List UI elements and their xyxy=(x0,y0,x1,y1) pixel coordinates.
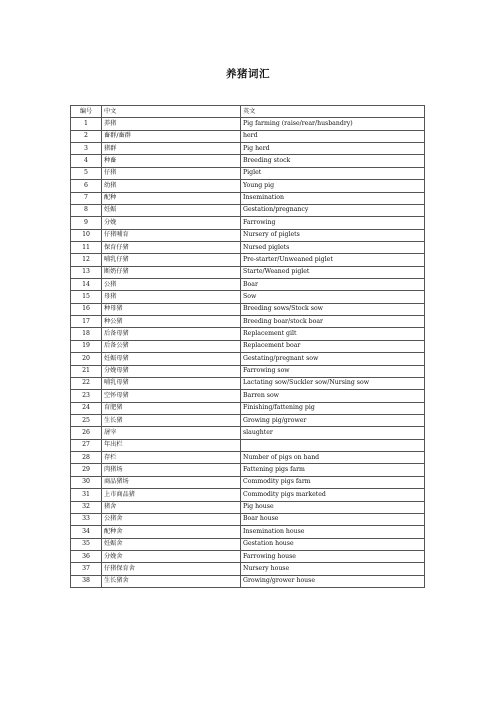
row-number: 32 xyxy=(71,501,102,513)
row-chinese-term: 猪群 xyxy=(102,143,241,155)
row-number: 17 xyxy=(71,316,102,328)
row-english-term: slaughter xyxy=(241,427,425,439)
row-number: 2 xyxy=(71,130,102,142)
row-number: 23 xyxy=(71,390,102,402)
row-english-term: Nursed piglets xyxy=(241,241,425,253)
table-row xyxy=(71,303,425,315)
row-chinese-term: 分娩 xyxy=(102,217,241,229)
row-number: 18 xyxy=(71,328,102,340)
row-english-term: Gestation/pregnancy xyxy=(241,204,425,216)
row-number: 36 xyxy=(71,550,102,562)
row-number: 25 xyxy=(71,414,102,426)
row-english-term: Lactating sow/Suckler sow/Nursing sow xyxy=(241,377,425,389)
row-number: 3 xyxy=(71,143,102,155)
table-row xyxy=(71,353,425,365)
row-english-term: Farrowing sow xyxy=(241,365,425,377)
row-chinese-term: 空怀母猪 xyxy=(102,390,241,402)
table-row xyxy=(71,427,425,439)
row-number: 6 xyxy=(71,180,102,192)
row-english-term: Piglet xyxy=(241,167,425,179)
row-number: 20 xyxy=(71,353,102,365)
row-chinese-term: 育肥猪 xyxy=(102,402,241,414)
row-chinese-term: 配种 xyxy=(102,192,241,204)
row-english-term: Commodity pigs farm xyxy=(241,476,425,488)
table-row xyxy=(71,439,425,451)
row-english-term: Insemination house xyxy=(241,526,425,538)
row-chinese-term: 仔猪保育舍 xyxy=(102,563,241,575)
row-english-term: Barren sow xyxy=(241,390,425,402)
row-english-term: Finishing/fattening pig xyxy=(241,402,425,414)
row-chinese-term: 幼猪 xyxy=(102,180,241,192)
row-number: 24 xyxy=(71,402,102,414)
table-row xyxy=(71,476,425,488)
row-english-term: Farrowing house xyxy=(241,550,425,562)
row-number: 29 xyxy=(71,464,102,476)
row-chinese-term: 哺乳母猪 xyxy=(102,377,241,389)
row-english-term: Insemination xyxy=(241,192,425,204)
table-row xyxy=(71,563,425,575)
header-english: 英文 xyxy=(241,106,425,118)
row-number: 16 xyxy=(71,303,102,315)
row-chinese-term: 肉猪场 xyxy=(102,464,241,476)
vocabulary-table-body xyxy=(71,106,425,588)
row-english-term: Farrowing xyxy=(241,217,425,229)
table-row xyxy=(71,180,425,192)
table-row xyxy=(71,464,425,476)
row-chinese-term: 存栏 xyxy=(102,452,241,464)
row-number: 1 xyxy=(71,118,102,130)
row-english-term: Breeding stock xyxy=(241,155,425,167)
row-english-term: Breeding sows/Stock sow xyxy=(241,303,425,315)
table-row xyxy=(71,143,425,155)
row-number: 5 xyxy=(71,167,102,179)
row-number: 4 xyxy=(71,155,102,167)
row-english-term: Pre-starter/Unweaned piglet xyxy=(241,254,425,266)
row-number: 22 xyxy=(71,377,102,389)
row-number: 30 xyxy=(71,476,102,488)
row-english-term: Nursery of piglets xyxy=(241,229,425,241)
table-row xyxy=(71,328,425,340)
row-english-term: Commodity pigs marketed xyxy=(241,489,425,501)
row-chinese-term: 屠宰 xyxy=(102,427,241,439)
row-number: 12 xyxy=(71,254,102,266)
row-english-term: Young pig xyxy=(241,180,425,192)
row-english-term: Fattening pigs farm xyxy=(241,464,425,476)
row-chinese-term: 后备母猪 xyxy=(102,328,241,340)
row-english-term: Sow xyxy=(241,291,425,303)
header-number: 编号 xyxy=(71,106,102,118)
row-chinese-term: 分娩母猪 xyxy=(102,365,241,377)
table-row xyxy=(71,452,425,464)
row-chinese-term: 仔猪哺育 xyxy=(102,229,241,241)
row-chinese-term: 断奶仔猪 xyxy=(102,266,241,278)
row-number: 7 xyxy=(71,192,102,204)
row-chinese-term: 母猪 xyxy=(102,291,241,303)
row-chinese-term: 猪舍 xyxy=(102,501,241,513)
row-number: 11 xyxy=(71,241,102,253)
table-row xyxy=(71,365,425,377)
table-row xyxy=(71,130,425,142)
table-row xyxy=(71,340,425,352)
table-row xyxy=(71,167,425,179)
table-row xyxy=(71,118,425,130)
table-row xyxy=(71,489,425,501)
table-row xyxy=(71,377,425,389)
row-chinese-term: 仔猪 xyxy=(102,167,241,179)
row-chinese-term: 种畜 xyxy=(102,155,241,167)
row-english-term: Gestating/pregnant sow xyxy=(241,353,425,365)
row-chinese-term: 公猪 xyxy=(102,279,241,291)
row-number: 14 xyxy=(71,279,102,291)
vocabulary-table xyxy=(70,105,425,588)
row-number: 35 xyxy=(71,538,102,550)
row-chinese-term: 畜群/畜群 xyxy=(102,130,241,142)
row-english-term: Boar xyxy=(241,279,425,291)
row-number: 26 xyxy=(71,427,102,439)
row-english-term: Replacement boar xyxy=(241,340,425,352)
table-row xyxy=(71,204,425,216)
row-english-term: Starte/Weaned piglet xyxy=(241,266,425,278)
row-number: 38 xyxy=(71,575,102,587)
row-chinese-term: 生长猪 xyxy=(102,414,241,426)
table-row xyxy=(71,538,425,550)
table-row xyxy=(71,192,425,204)
row-chinese-term: 分娩舍 xyxy=(102,550,241,562)
table-row xyxy=(71,279,425,291)
row-english-term: Boar house xyxy=(241,513,425,525)
row-number: 34 xyxy=(71,526,102,538)
row-english-term: Pig farming (raise/rear/husbandry) xyxy=(241,118,425,130)
row-chinese-term: 保育仔猪 xyxy=(102,241,241,253)
table-row xyxy=(71,501,425,513)
row-english-term: Pig house xyxy=(241,501,425,513)
row-number: 9 xyxy=(71,217,102,229)
table-row xyxy=(71,390,425,402)
row-english-term: Breeding boar/stock boar xyxy=(241,316,425,328)
row-number: 28 xyxy=(71,452,102,464)
row-chinese-term: 妊娠 xyxy=(102,204,241,216)
row-chinese-term: 后备公猪 xyxy=(102,340,241,352)
row-chinese-term: 配种舍 xyxy=(102,526,241,538)
row-english-term: Growing pig/grower xyxy=(241,414,425,426)
table-row xyxy=(71,575,425,587)
row-number: 13 xyxy=(71,266,102,278)
table-row xyxy=(71,241,425,253)
row-chinese-term: 妊娠舍 xyxy=(102,538,241,550)
row-english-term: Pig herd xyxy=(241,143,425,155)
row-chinese-term: 养猪 xyxy=(102,118,241,130)
table-row xyxy=(71,217,425,229)
row-english-term: Gestation house xyxy=(241,538,425,550)
row-number: 27 xyxy=(71,439,102,451)
row-number: 15 xyxy=(71,291,102,303)
row-chinese-term: 种母猪 xyxy=(102,303,241,315)
table-row xyxy=(71,414,425,426)
table-row xyxy=(71,316,425,328)
table-row xyxy=(71,155,425,167)
row-number: 8 xyxy=(71,204,102,216)
table-row xyxy=(71,402,425,414)
row-number: 10 xyxy=(71,229,102,241)
table-row xyxy=(71,266,425,278)
row-number: 33 xyxy=(71,513,102,525)
row-chinese-term: 哺乳仔猪 xyxy=(102,254,241,266)
row-english-term xyxy=(241,439,425,451)
table-header-row xyxy=(71,106,425,118)
row-number: 19 xyxy=(71,340,102,352)
table-row xyxy=(71,291,425,303)
header-chinese: 中文 xyxy=(102,106,241,118)
row-english-term: Number of pigs on hand xyxy=(241,452,425,464)
row-number: 37 xyxy=(71,563,102,575)
row-chinese-term: 生长猪舍 xyxy=(102,575,241,587)
table-row xyxy=(71,229,425,241)
document-title: 养猪词汇 xyxy=(226,68,270,80)
row-english-term: herd xyxy=(241,130,425,142)
row-chinese-term: 上市商品猪 xyxy=(102,489,241,501)
row-number: 31 xyxy=(71,489,102,501)
row-chinese-term: 商品猪场 xyxy=(102,476,241,488)
row-english-term: Nursery house xyxy=(241,563,425,575)
row-english-term: Growing/grower house xyxy=(241,575,425,587)
row-english-term: Replacement gilt xyxy=(241,328,425,340)
row-chinese-term: 公猪舍 xyxy=(102,513,241,525)
table-row xyxy=(71,254,425,266)
row-number: 21 xyxy=(71,365,102,377)
table-row xyxy=(71,526,425,538)
table-row xyxy=(71,513,425,525)
row-chinese-term: 种公猪 xyxy=(102,316,241,328)
row-chinese-term: 妊娠母猪 xyxy=(102,353,241,365)
table-row xyxy=(71,550,425,562)
row-chinese-term: 年出栏 xyxy=(102,439,241,451)
